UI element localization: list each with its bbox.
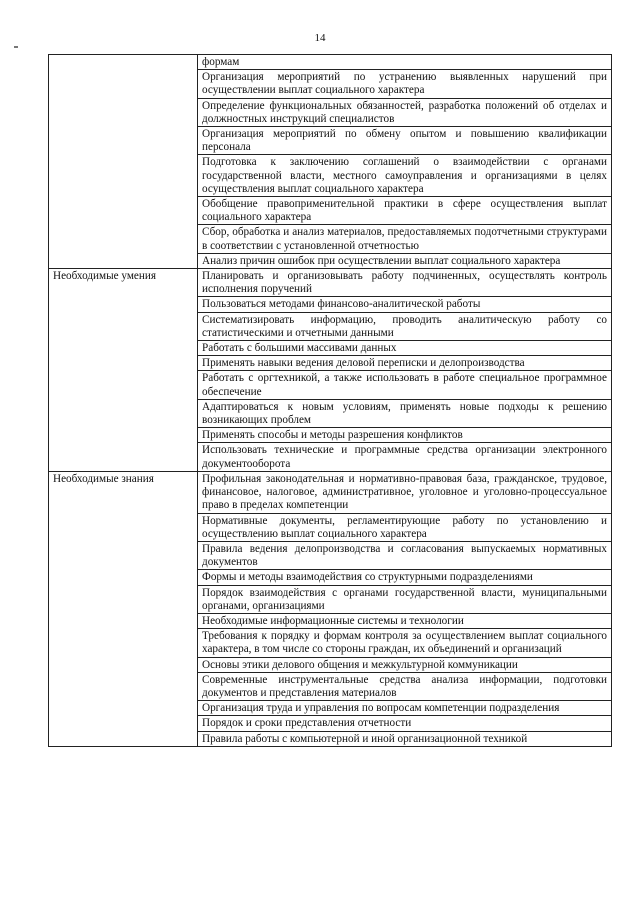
requirement-item: Использовать технические и программные средства организации электронного документооборота [198,443,612,471]
competency-table-body [49,55,612,747]
requirement-item: Правила ведения делопроизводства и согласования выпускаемых нормативных документов [198,541,612,569]
requirement-item: Организация труда и управления по вопросам компетенции подразделения [198,701,612,716]
requirement-item: Формы и методы взаимодействия со структурными подразделениями [198,570,612,585]
requirement-item: Пользоваться методами финансово-аналитической работы [198,297,612,312]
requirement-item: Подготовка к заключению соглашений о взаимодействии с органами государственной власти, местного самоуправления и организациями в целях осуществления выплат социального характера [198,155,612,197]
section-label: Необходимые умения [49,269,198,472]
requirement-item: Работать с большими массивами данных [198,341,612,356]
requirement-item: формам [198,55,612,70]
requirement-item: Нормативные документы, регламентирующие работу по установлению и осуществлению выплат социального характера [198,513,612,541]
requirement-item: Организация мероприятий по обмену опытом и повышению квалификации персонала [198,127,612,155]
requirement-item: Требования к порядку и формам контроля за осуществлением выплат социального характера, в том числе со стороны граждан, их объединений и организаций [198,629,612,657]
requirement-item: Сбор, обработка и анализ материалов, предоставляемых подотчетными структурами в соответствии с установленной отчетностью [198,225,612,253]
requirement-item: Планировать и организовывать работу подчиненных, осуществлять контроль исполнения поручений [198,269,612,297]
requirement-item: Порядок и сроки представления отчетности [198,716,612,731]
requirement-item: Анализ причин ошибок при осуществлении выплат социального характера [198,253,612,268]
scan-mark [14,46,18,48]
requirement-item: Систематизировать информацию, проводить аналитическую работу со статистическими и отчетными данными [198,312,612,340]
requirement-item: Профильная законодательная и нормативно-правовая база, гражданское, трудовое, финансовое, налоговое, административное, уголовное и уголовно-процессуальное право в пределах компетенции [198,471,612,513]
requirement-item: Организация мероприятий по устранению выявленных нарушений при осуществлении выплат социального характера [198,70,612,98]
section-label [49,55,198,269]
requirement-item: Применять способы и методы разрешения конфликтов [198,428,612,443]
requirement-item: Современные инструментальные средства анализа информации, подготовки документов и представления материалов [198,672,612,700]
table-row [49,471,612,513]
table-row [49,55,612,70]
table-row [49,269,612,297]
requirement-item: Применять навыки ведения деловой переписки и делопроизводства [198,356,612,371]
requirement-item: Адаптироваться к новым условиям, применять новые подходы к решению возникающих проблем [198,399,612,427]
requirement-item: Обобщение правоприменительной практики в сфере осуществления выплат социального характера [198,197,612,225]
requirement-item: Основы этики делового общения и межкультурной коммуникации [198,657,612,672]
requirement-item: Порядок взаимодействия с органами государственной власти, муниципальными органами, организациями [198,585,612,613]
requirement-item: Работать с оргтехникой, а также использовать в работе специальное программное обеспечение [198,371,612,399]
page-number: 14 [314,32,326,44]
requirement-item: Определение функциональных обязанностей, разработка положений об отделах и должностных инструкций специалистов [198,98,612,126]
competency-table [48,54,612,747]
requirement-item: Необходимые информационные системы и технологии [198,613,612,628]
requirement-item: Правила работы с компьютерной и иной организационной техникой [198,731,612,746]
section-label: Необходимые знания [49,471,198,746]
